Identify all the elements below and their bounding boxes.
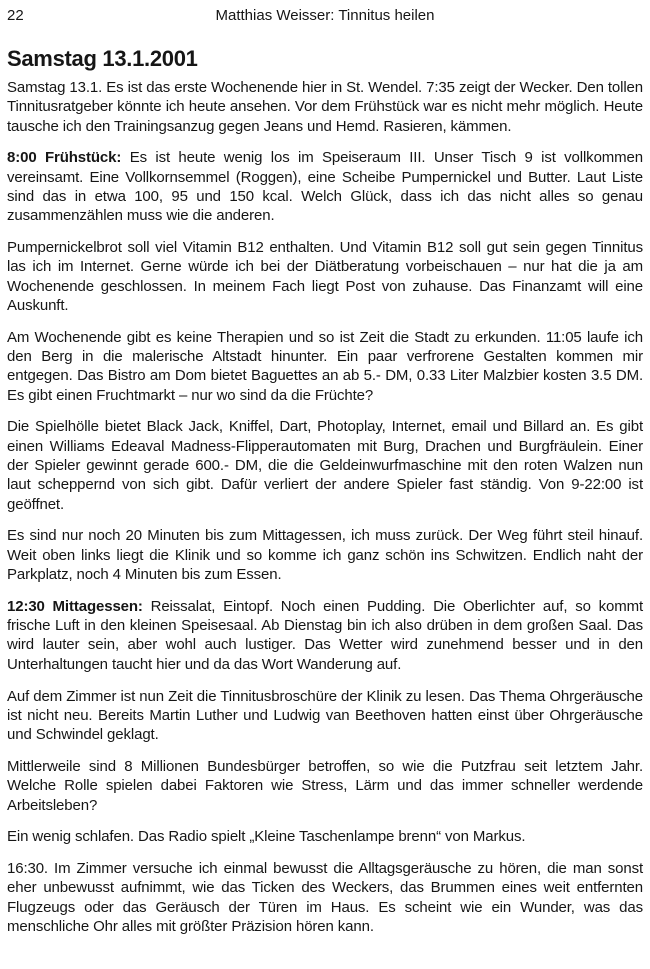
paragraph <box>7 238 643 315</box>
paragraph <box>7 148 643 225</box>
paragraph-text: 16:30. Im Zimmer versuche ich einmal bewusst die Alltagsgeräusche zu hören, die man sonst eher unbewusst aufnimmt, wie das Ticken des Weckers, das Brummen eines weit entfernten Flugzeugs oder das Geräusch der Türen im Haus. Es scheint wie ein Wunder, was das menschliche Ohr alles mit größter Präzision hören kann. <box>7 860 643 935</box>
page-number: 22 <box>7 7 24 24</box>
paragraph-text: Es ist heute wenig los im Speiseraum III. Unser Tisch 9 ist vollkommen vereinsamt. Eine Vollkornsemmel (Roggen), eine Scheibe Pumpernickel und Butter. Laut Liste sind das in etwa 100, 95 und 150 kcal. Welch Glück, dass ich das nicht alles so genau zusammenzählen muss wie die anderen. <box>7 149 643 225</box>
paragraph-text: Pumpernickelbrot soll viel Vitamin B12 enthalten. Und Vitamin B12 soll gut sein gegen Tinnitus las ich im Internet. Gerne würde ich bei der Diätberatung vorbeischauen – nur hat die ja am Wochenende geschlossen. In meinem Fach liegt Post von zuhause. Das Finanzamt will eine Auskunft. <box>7 239 643 314</box>
paragraph <box>7 757 643 815</box>
running-title: Matthias Weisser: Tinnitus heilen <box>215 7 435 24</box>
paragraph <box>7 328 643 405</box>
paragraph-text: Ein wenig schlafen. Das Radio spielt „Kleine Taschenlampe brenn“ von Markus. <box>7 828 526 846</box>
paragraph-text: Auf dem Zimmer ist nun Zeit die Tinnitusbroschüre der Klinik zu lesen. Das Thema Ohrgeräusche ist nicht neu. Bereits Martin Luther und Ludwig van Beethoven hatten einst über Ohrgeräusche und Schwindel geklagt. <box>7 687 643 744</box>
paragraph-lead: 12:30 Mittagessen: <box>7 597 143 615</box>
paragraph-lead: 8:00 Frühstück: <box>7 149 122 167</box>
paragraph <box>7 827 643 846</box>
paragraph-text: Die Spielhölle bietet Black Jack, Kniffel, Dart, Photoplay, Internet, email und Billard an. Es gibt einen Williams Edeaval Madness-Flipperautomaten mit Burg, Drachen und Burgfräulein. Einer der Spieler gewinnt gerade 600.- DM, die die Geldeinwurfmaschine mit den roten Walzen nun laut scheppernd von sich gibt. Dafür verliert der andere Spieler fast ständig. Von 9-22:00 ist geöffnet. <box>7 418 643 513</box>
paragraph <box>7 597 643 674</box>
section-heading: Samstag 13.1.2001 <box>7 46 198 71</box>
paragraph-text: Am Wochenende gibt es keine Therapien und so ist Zeit die Stadt zu erkunden. 11:05 laufe ich den Berg in die malerische Altstadt hinunter. Ein paar verfrorene Gestalten kommen mir entgegen. Das Bistro am Dom bietet Baguettes an ab 5.- DM, 0.33 Liter Malzbier kosten 3.5 DM. Es gibt einen Fruchtmarkt – nur wo sind da die Früchte? <box>7 328 643 404</box>
paragraph-text: Samstag 13.1. Es ist das erste Wochenende hier in St. Wendel. 7:35 zeigt der Wecker. Den tollen Tinnitusratgeber könnte ich heute ansehen. Vor dem Frühstück war es nicht mehr möglich. Heute tausche ich den Trainingsanzug gegen Jeans und Hemd. Rasieren, kämmen. <box>7 79 643 135</box>
paragraph-text: Mittlerweile sind 8 Millionen Bundesbürger betroffen, so wie die Putzfrau seit letztem Jahr. Welche Rolle spielen dabei Faktoren wie Stress, Lärm und das immer schneller werdende Arbeitsleben? <box>7 757 643 814</box>
running-header <box>7 6 643 26</box>
paragraph-text: Es sind nur noch 20 Minuten bis zum Mittagessen, ich muss zurück. Der Weg führt steil hinauf. Weit oben links liegt die Klinik und so komme ich ganz schön ins Schwitzen. Endlich naht der Parkplatz, noch 4 Minuten bis zum Essen. <box>7 527 643 584</box>
paragraph <box>7 78 643 136</box>
paragraph <box>7 859 643 936</box>
paragraph <box>7 417 643 513</box>
paragraph <box>7 687 643 745</box>
paragraph <box>7 526 643 584</box>
paragraph-text: Reissalat, Eintopf. Noch einen Pudding. Die Oberlichter auf, so kommt frische Luft in den kleinen Speisesaal. Ab Dienstag bin ich also drüben in dem großen Saal. Das wird lauter sein, aber wohl auch lustiger. Das Wetter wird zunehmend besser und in den Unterhaltungen taucht hier und da das Wort Wanderung auf. <box>7 597 643 673</box>
